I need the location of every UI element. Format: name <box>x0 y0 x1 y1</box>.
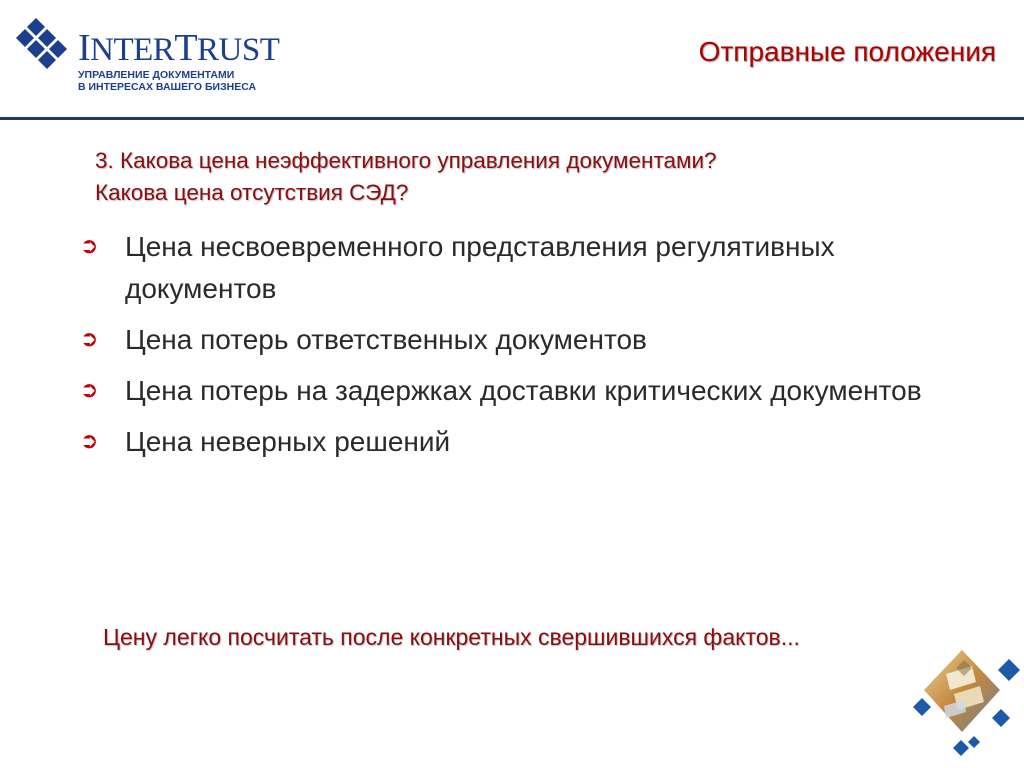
header-divider <box>0 117 1024 120</box>
bullet-item: ➲ Цена потерь ответственных документов <box>80 319 960 361</box>
question-line-2: Какова цена отсутствия СЭД? <box>95 180 409 205</box>
decorative-documents-image <box>906 646 1024 768</box>
arrow-bullet-icon: ➲ <box>80 378 99 403</box>
arrow-bullet-icon: ➲ <box>80 429 99 454</box>
question-line-1: 3. Какова цена неэффективного управления документами? <box>95 148 717 173</box>
bullet-item: ➲ Цена несвоевременного представления регулятивных документов <box>80 226 960 310</box>
intertrust-logo <box>14 14 280 94</box>
question-heading <box>95 145 955 209</box>
logo-wordmark: INTERTRUST <box>78 27 280 69</box>
arrow-bullet-icon: ➲ <box>80 234 99 259</box>
bullet-item: ➲ Цена неверных решений <box>80 421 960 463</box>
logo-tagline: УПРАВЛЕНИЕ ДОКУМЕНТАМИ В ИНТЕРЕСАХ ВАШЕГО БИЗНЕСА <box>78 69 257 93</box>
bullet-item: ➲ Цена потерь на задержках доставки критических документов <box>80 370 960 412</box>
bullet-list <box>80 226 960 472</box>
conclusion-text: Цену легко посчитать после конкретных свершившихся фактов... <box>103 624 800 650</box>
arrow-bullet-icon: ➲ <box>80 327 99 352</box>
slide-title: Отправные положения <box>698 36 996 67</box>
diamond-logo-icon <box>14 16 70 76</box>
